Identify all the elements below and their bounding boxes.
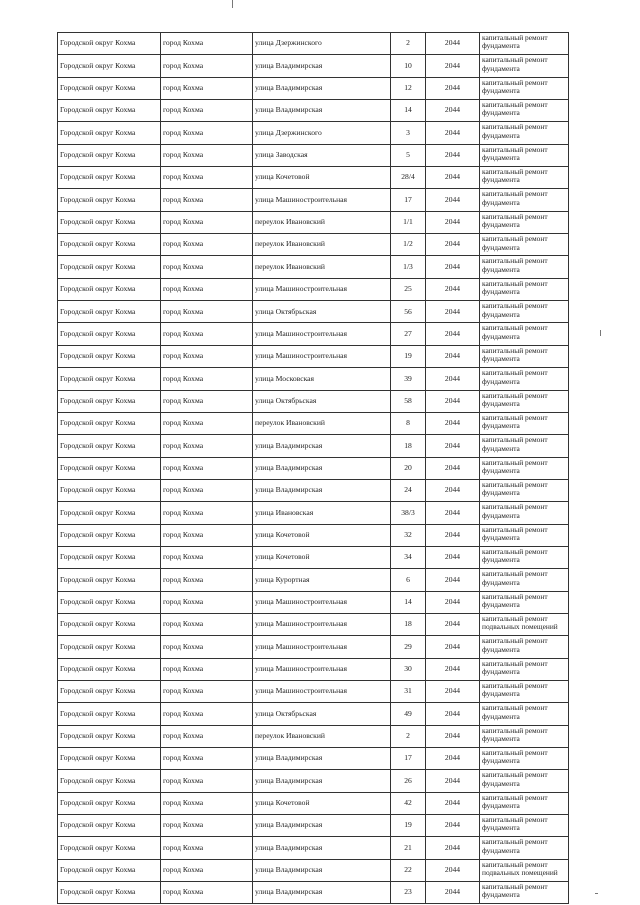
table-row (58, 211, 569, 233)
scan-mark (600, 330, 601, 336)
house-number-cell: 26 (391, 770, 426, 792)
work-type-cell: капитальный ремонт фундамента (480, 792, 569, 814)
year-cell: 2044 (426, 368, 480, 390)
district-cell: Городской округ Кохма (58, 77, 161, 99)
year-cell: 2044 (426, 859, 480, 881)
district-cell: Городской округ Кохма (58, 636, 161, 658)
work-type-cell: капитальный ремонт подвальных помещений (480, 859, 569, 881)
table-row (58, 167, 569, 189)
district-cell: Городской округ Кохма (58, 479, 161, 501)
work-type-cell: капитальный ремонт фундамента (480, 301, 569, 323)
year-cell: 2044 (426, 100, 480, 122)
city-cell: город Кохма (161, 390, 253, 412)
street-cell: улица Владимирская (253, 770, 391, 792)
city-cell: город Кохма (161, 77, 253, 99)
district-cell: Городской округ Кохма (58, 301, 161, 323)
city-cell: город Кохма (161, 368, 253, 390)
year-cell: 2044 (426, 636, 480, 658)
city-cell: город Кохма (161, 680, 253, 702)
house-number-cell: 18 (391, 435, 426, 457)
work-type-cell: капитальный ремонт фундамента (480, 546, 569, 568)
house-number-cell: 38/3 (391, 502, 426, 524)
work-type-cell: капитальный ремонт подвальных помещений (480, 613, 569, 635)
work-type-cell: капитальный ремонт фундамента (480, 815, 569, 837)
city-cell: город Кохма (161, 591, 253, 613)
table-row (58, 412, 569, 434)
year-cell: 2044 (426, 591, 480, 613)
year-cell: 2044 (426, 390, 480, 412)
street-cell: улица Владимирская (253, 882, 391, 904)
city-cell: город Кохма (161, 122, 253, 144)
table-row (58, 234, 569, 256)
district-cell: Городской округ Кохма (58, 613, 161, 635)
city-cell: город Кохма (161, 613, 253, 635)
work-type-cell: капитальный ремонт фундамента (480, 144, 569, 166)
district-cell: Городской округ Кохма (58, 55, 161, 77)
work-type-cell: капитальный ремонт фундамента (480, 748, 569, 770)
work-type-cell: капитальный ремонт фундамента (480, 591, 569, 613)
year-cell: 2044 (426, 55, 480, 77)
district-cell: Городской округ Кохма (58, 680, 161, 702)
city-cell: город Кохма (161, 301, 253, 323)
district-cell: Городской округ Кохма (58, 345, 161, 367)
street-cell: улица Дзержинского (253, 122, 391, 144)
street-cell: улица Октябрьская (253, 301, 391, 323)
table-row (58, 77, 569, 99)
house-number-cell: 56 (391, 301, 426, 323)
street-cell: переулок Ивановский (253, 234, 391, 256)
work-type-cell: капитальный ремонт фундамента (480, 569, 569, 591)
table-row (58, 815, 569, 837)
street-cell: улица Владимирская (253, 55, 391, 77)
work-type-cell: капитальный ремонт фундамента (480, 189, 569, 211)
house-number-cell: 17 (391, 748, 426, 770)
year-cell: 2044 (426, 457, 480, 479)
street-cell: улица Владимирская (253, 77, 391, 99)
district-cell: Городской округ Кохма (58, 658, 161, 680)
year-cell: 2044 (426, 502, 480, 524)
street-cell: улица Машиностроительная (253, 345, 391, 367)
year-cell: 2044 (426, 412, 480, 434)
table-row (58, 55, 569, 77)
street-cell: улица Машиностроительная (253, 189, 391, 211)
house-number-cell: 2 (391, 725, 426, 747)
work-type-cell: капитальный ремонт фундамента (480, 77, 569, 99)
street-cell: переулок Ивановский (253, 412, 391, 434)
city-cell: город Кохма (161, 435, 253, 457)
house-number-cell: 1/2 (391, 234, 426, 256)
table-row (58, 278, 569, 300)
street-cell: улица Московская (253, 368, 391, 390)
house-number-cell: 28/4 (391, 167, 426, 189)
table-row (58, 703, 569, 725)
table-row (58, 457, 569, 479)
work-type-cell: капитальный ремонт фундамента (480, 55, 569, 77)
street-cell: улица Машиностроительная (253, 323, 391, 345)
work-type-cell: капитальный ремонт фундамента (480, 524, 569, 546)
city-cell: город Кохма (161, 859, 253, 881)
street-cell: улица Владимирская (253, 748, 391, 770)
street-cell: улица Кочетовой (253, 524, 391, 546)
street-cell: улица Владимирская (253, 479, 391, 501)
street-cell: улица Курортная (253, 569, 391, 591)
street-cell: переулок Ивановский (253, 256, 391, 278)
city-cell: город Кохма (161, 55, 253, 77)
work-type-cell: капитальный ремонт фундамента (480, 167, 569, 189)
district-cell: Городской округ Кохма (58, 412, 161, 434)
table-row (58, 323, 569, 345)
house-number-cell: 6 (391, 569, 426, 591)
street-cell: улица Владимирская (253, 815, 391, 837)
house-number-cell: 39 (391, 368, 426, 390)
table-row (58, 837, 569, 859)
city-cell: город Кохма (161, 144, 253, 166)
house-number-cell: 1/1 (391, 211, 426, 233)
year-cell: 2044 (426, 345, 480, 367)
house-number-cell: 58 (391, 390, 426, 412)
house-number-cell: 34 (391, 546, 426, 568)
city-cell: город Кохма (161, 658, 253, 680)
year-cell: 2044 (426, 211, 480, 233)
house-number-cell: 2 (391, 33, 426, 55)
district-cell: Городской округ Кохма (58, 815, 161, 837)
house-number-cell: 32 (391, 524, 426, 546)
year-cell: 2044 (426, 680, 480, 702)
house-number-cell: 3 (391, 122, 426, 144)
table-row (58, 479, 569, 501)
table-row (58, 613, 569, 635)
year-cell: 2044 (426, 703, 480, 725)
work-type-cell: капитальный ремонт фундамента (480, 33, 569, 55)
district-cell: Городской округ Кохма (58, 524, 161, 546)
street-cell: улица Владимирская (253, 457, 391, 479)
street-cell: переулок Ивановский (253, 725, 391, 747)
table-row (58, 301, 569, 323)
year-cell: 2044 (426, 658, 480, 680)
city-cell: город Кохма (161, 100, 253, 122)
city-cell: город Кохма (161, 167, 253, 189)
street-cell: улица Машиностроительная (253, 278, 391, 300)
street-cell: улица Машиностроительная (253, 658, 391, 680)
city-cell: город Кохма (161, 412, 253, 434)
table-row (58, 658, 569, 680)
street-cell: улица Заводская (253, 144, 391, 166)
street-cell: улица Машиностроительная (253, 680, 391, 702)
year-cell: 2044 (426, 167, 480, 189)
work-type-cell: капитальный ремонт фундамента (480, 680, 569, 702)
city-cell: город Кохма (161, 524, 253, 546)
street-cell: улица Октябрьская (253, 390, 391, 412)
work-type-cell: капитальный ремонт фундамента (480, 368, 569, 390)
table-row (58, 144, 569, 166)
house-number-cell: 23 (391, 882, 426, 904)
street-cell: улица Дзержинского (253, 33, 391, 55)
work-type-cell: капитальный ремонт фундамента (480, 256, 569, 278)
house-number-cell: 29 (391, 636, 426, 658)
year-cell: 2044 (426, 524, 480, 546)
city-cell: город Кохма (161, 479, 253, 501)
table-row (58, 345, 569, 367)
city-cell: город Кохма (161, 189, 253, 211)
house-number-cell: 14 (391, 591, 426, 613)
year-cell: 2044 (426, 837, 480, 859)
year-cell: 2044 (426, 792, 480, 814)
work-type-cell: капитальный ремонт фундамента (480, 837, 569, 859)
district-cell: Городской округ Кохма (58, 837, 161, 859)
house-number-cell: 22 (391, 859, 426, 881)
city-cell: город Кохма (161, 882, 253, 904)
house-number-cell: 17 (391, 189, 426, 211)
work-type-cell: капитальный ремонт фундамента (480, 278, 569, 300)
table-row (58, 502, 569, 524)
work-type-cell: капитальный ремонт фундамента (480, 703, 569, 725)
city-cell: город Кохма (161, 748, 253, 770)
district-cell: Городской округ Кохма (58, 435, 161, 457)
year-cell: 2044 (426, 613, 480, 635)
year-cell: 2044 (426, 278, 480, 300)
scan-mark (232, 0, 233, 8)
district-cell: Городской округ Кохма (58, 569, 161, 591)
work-type-cell: капитальный ремонт фундамента (480, 502, 569, 524)
table-row (58, 33, 569, 55)
house-number-cell: 25 (391, 278, 426, 300)
house-number-cell: 1/3 (391, 256, 426, 278)
street-cell: улица Кочетовой (253, 792, 391, 814)
table-row (58, 770, 569, 792)
table-row (58, 591, 569, 613)
house-number-cell: 49 (391, 703, 426, 725)
work-type-cell: капитальный ремонт фундамента (480, 457, 569, 479)
street-cell: улица Кочетовой (253, 546, 391, 568)
year-cell: 2044 (426, 569, 480, 591)
table-row (58, 569, 569, 591)
table-row (58, 189, 569, 211)
table-row (58, 748, 569, 770)
district-cell: Городской округ Кохма (58, 368, 161, 390)
house-number-cell: 19 (391, 815, 426, 837)
year-cell: 2044 (426, 122, 480, 144)
house-number-cell: 20 (391, 457, 426, 479)
table-row (58, 256, 569, 278)
scan-mark (595, 893, 598, 894)
table-row (58, 546, 569, 568)
house-number-cell: 18 (391, 613, 426, 635)
year-cell: 2044 (426, 546, 480, 568)
city-cell: город Кохма (161, 323, 253, 345)
work-type-cell: капитальный ремонт фундамента (480, 323, 569, 345)
district-cell: Городской округ Кохма (58, 770, 161, 792)
house-number-cell: 30 (391, 658, 426, 680)
city-cell: город Кохма (161, 569, 253, 591)
city-cell: город Кохма (161, 345, 253, 367)
street-cell: переулок Ивановский (253, 211, 391, 233)
city-cell: город Кохма (161, 33, 253, 55)
district-cell: Городской округ Кохма (58, 256, 161, 278)
repair-schedule-table (57, 32, 569, 904)
work-type-cell: капитальный ремонт фундамента (480, 636, 569, 658)
year-cell: 2044 (426, 323, 480, 345)
table-row (58, 390, 569, 412)
city-cell: город Кохма (161, 792, 253, 814)
work-type-cell: капитальный ремонт фундамента (480, 122, 569, 144)
work-type-cell: капитальный ремонт фундамента (480, 234, 569, 256)
year-cell: 2044 (426, 479, 480, 501)
city-cell: город Кохма (161, 636, 253, 658)
district-cell: Городской округ Кохма (58, 122, 161, 144)
year-cell: 2044 (426, 189, 480, 211)
work-type-cell: капитальный ремонт фундамента (480, 882, 569, 904)
house-number-cell: 27 (391, 323, 426, 345)
year-cell: 2044 (426, 748, 480, 770)
work-type-cell: капитальный ремонт фундамента (480, 345, 569, 367)
district-cell: Городской округ Кохма (58, 390, 161, 412)
district-cell: Городской округ Кохма (58, 323, 161, 345)
street-cell: улица Машиностроительная (253, 591, 391, 613)
work-type-cell: капитальный ремонт фундамента (480, 412, 569, 434)
house-number-cell: 5 (391, 144, 426, 166)
table-row (58, 680, 569, 702)
work-type-cell: капитальный ремонт фундамента (480, 211, 569, 233)
year-cell: 2044 (426, 301, 480, 323)
district-cell: Городской округ Кохма (58, 748, 161, 770)
district-cell: Городской округ Кохма (58, 278, 161, 300)
city-cell: город Кохма (161, 256, 253, 278)
year-cell: 2044 (426, 144, 480, 166)
table-row (58, 524, 569, 546)
table-row (58, 636, 569, 658)
city-cell: город Кохма (161, 725, 253, 747)
work-type-cell: капитальный ремонт фундамента (480, 725, 569, 747)
year-cell: 2044 (426, 435, 480, 457)
city-cell: город Кохма (161, 457, 253, 479)
year-cell: 2044 (426, 725, 480, 747)
house-number-cell: 31 (391, 680, 426, 702)
work-type-cell: капитальный ремонт фундамента (480, 658, 569, 680)
district-cell: Городской округ Кохма (58, 502, 161, 524)
street-cell: улица Машиностроительная (253, 613, 391, 635)
city-cell: город Кохма (161, 278, 253, 300)
table-row (58, 100, 569, 122)
district-cell: Городской округ Кохма (58, 792, 161, 814)
house-number-cell: 42 (391, 792, 426, 814)
street-cell: улица Машиностроительная (253, 636, 391, 658)
city-cell: город Кохма (161, 502, 253, 524)
city-cell: город Кохма (161, 837, 253, 859)
city-cell: город Кохма (161, 703, 253, 725)
table-row (58, 368, 569, 390)
district-cell: Городской округ Кохма (58, 167, 161, 189)
district-cell: Городской округ Кохма (58, 546, 161, 568)
house-number-cell: 14 (391, 100, 426, 122)
house-number-cell: 21 (391, 837, 426, 859)
table-row (58, 435, 569, 457)
street-cell: улица Владимирская (253, 435, 391, 457)
year-cell: 2044 (426, 77, 480, 99)
district-cell: Городской округ Кохма (58, 100, 161, 122)
city-cell: город Кохма (161, 234, 253, 256)
city-cell: город Кохма (161, 770, 253, 792)
year-cell: 2044 (426, 882, 480, 904)
house-number-cell: 19 (391, 345, 426, 367)
house-number-cell: 8 (391, 412, 426, 434)
district-cell: Городской округ Кохма (58, 234, 161, 256)
street-cell: улица Владимирская (253, 837, 391, 859)
year-cell: 2044 (426, 815, 480, 837)
district-cell: Городской округ Кохма (58, 211, 161, 233)
district-cell: Городской округ Кохма (58, 144, 161, 166)
work-type-cell: капитальный ремонт фундамента (480, 770, 569, 792)
street-cell: улица Кочетовой (253, 167, 391, 189)
district-cell: Городской округ Кохма (58, 882, 161, 904)
table-row (58, 882, 569, 904)
table-row (58, 859, 569, 881)
house-number-cell: 24 (391, 479, 426, 501)
street-cell: улица Октябрьская (253, 703, 391, 725)
district-cell: Городской округ Кохма (58, 189, 161, 211)
district-cell: Городской округ Кохма (58, 703, 161, 725)
year-cell: 2044 (426, 33, 480, 55)
house-number-cell: 10 (391, 55, 426, 77)
district-cell: Городской округ Кохма (58, 725, 161, 747)
street-cell: улица Ивановская (253, 502, 391, 524)
district-cell: Городской округ Кохма (58, 591, 161, 613)
street-cell: улица Владимирская (253, 100, 391, 122)
year-cell: 2044 (426, 256, 480, 278)
street-cell: улица Владимирская (253, 859, 391, 881)
work-type-cell: капитальный ремонт фундамента (480, 390, 569, 412)
city-cell: город Кохма (161, 546, 253, 568)
table-row (58, 725, 569, 747)
year-cell: 2044 (426, 770, 480, 792)
work-type-cell: капитальный ремонт фундамента (480, 479, 569, 501)
city-cell: город Кохма (161, 211, 253, 233)
city-cell: город Кохма (161, 815, 253, 837)
work-type-cell: капитальный ремонт фундамента (480, 100, 569, 122)
house-number-cell: 12 (391, 77, 426, 99)
work-type-cell: капитальный ремонт фундамента (480, 435, 569, 457)
table-row (58, 122, 569, 144)
district-cell: Городской округ Кохма (58, 859, 161, 881)
table-body (58, 33, 569, 904)
district-cell: Городской округ Кохма (58, 457, 161, 479)
district-cell: Городской округ Кохма (58, 33, 161, 55)
year-cell: 2044 (426, 234, 480, 256)
table-row (58, 792, 569, 814)
